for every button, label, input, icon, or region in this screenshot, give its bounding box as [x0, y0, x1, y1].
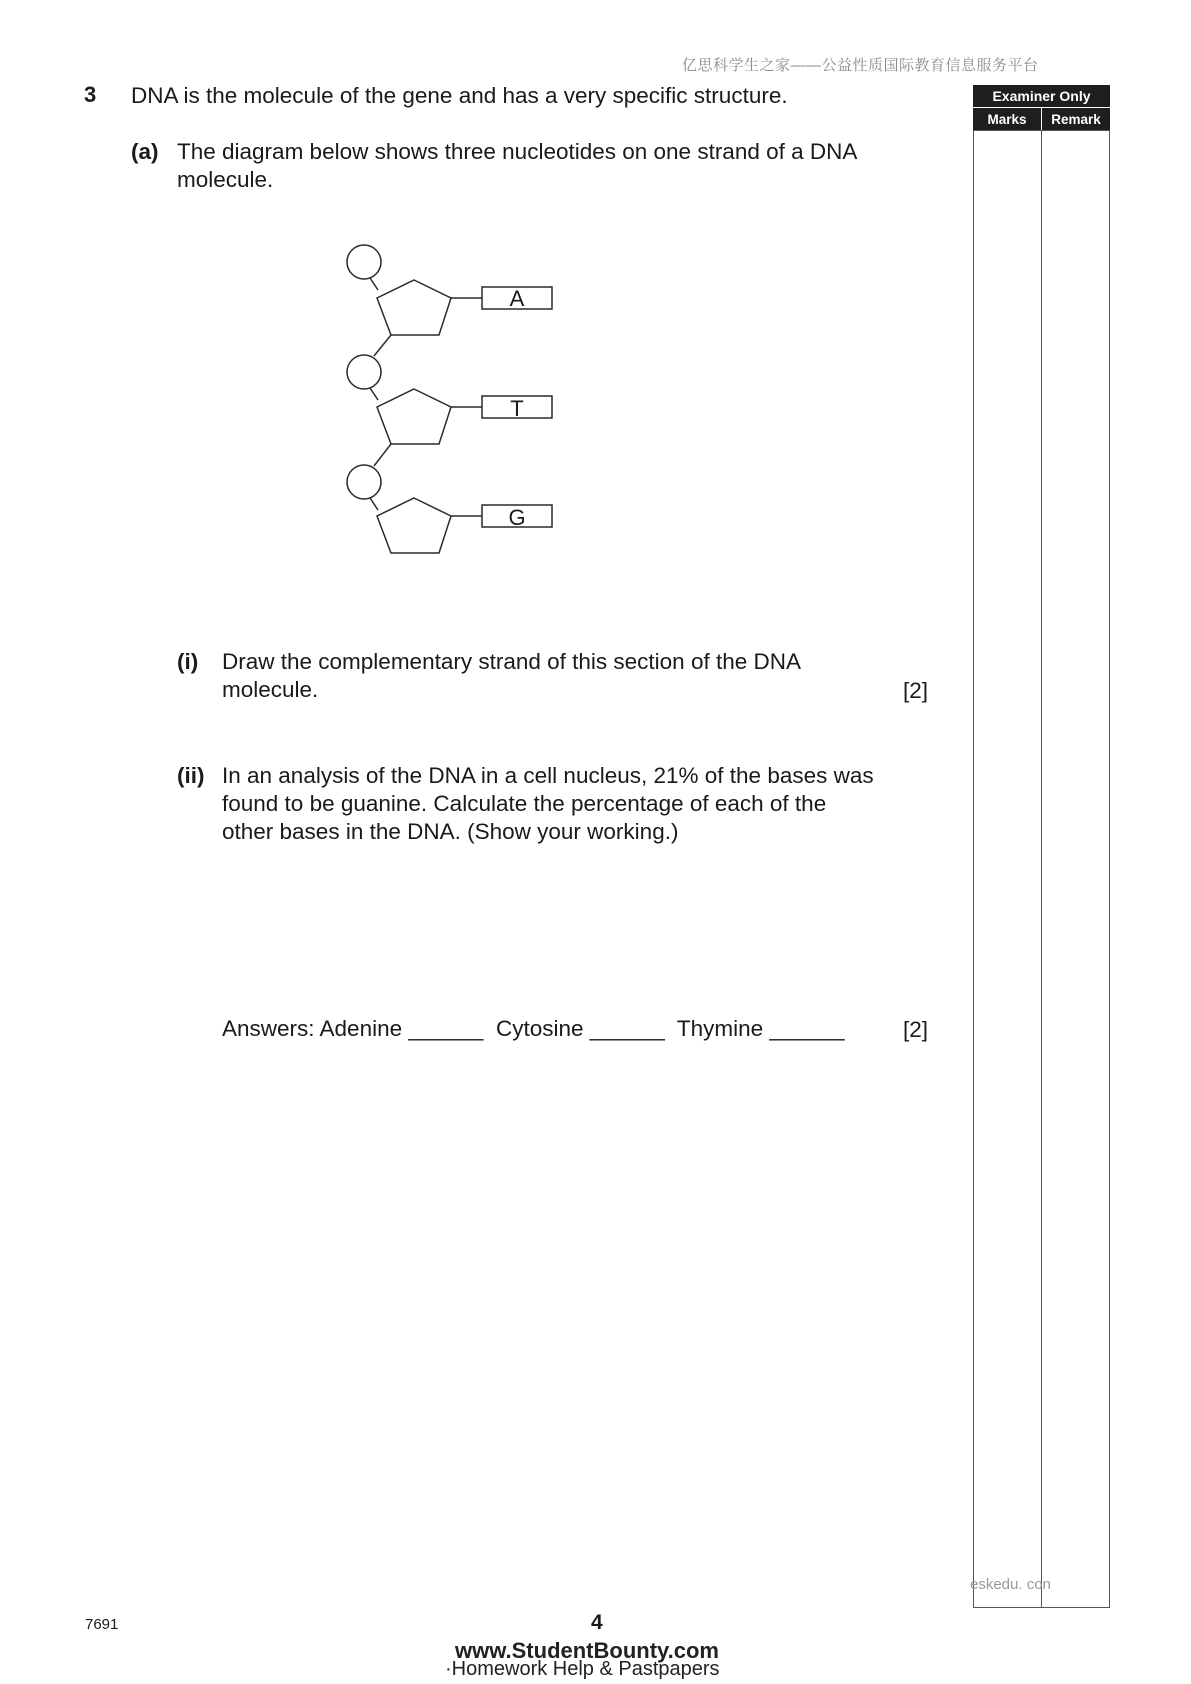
question-stem: DNA is the molecule of the gene and has a very specific structure. [131, 83, 788, 108]
examiner-only-header: Examiner Only [973, 85, 1110, 107]
part-a-line1: The diagram below shows three nucleotides on one strand of a DNA [177, 139, 858, 164]
part-i-marks: [2] [903, 678, 929, 703]
part-ii-line2: found to be guanine. Calculate the percentage of each of the [222, 791, 827, 816]
question-number: 3 [84, 82, 97, 107]
part-ii-marks: [2] [903, 1017, 929, 1042]
page-number: 4 [591, 1611, 603, 1634]
sugar-pentagon-3 [377, 498, 451, 553]
marks-column-header: Marks [973, 108, 1041, 130]
phosphate-circle-2 [347, 355, 381, 389]
remark-column-header: Remark [1042, 108, 1110, 130]
base-label-1: A [509, 286, 525, 311]
part-i-line1: Draw the complementary strand of this section of the DNA [222, 649, 802, 674]
part-i-line2: molecule. [222, 677, 319, 702]
part-a-label: (a) [131, 139, 159, 164]
part-ii-label: (ii) [177, 763, 205, 788]
part-ii-line3: other bases in the DNA. (Show your working.) [222, 819, 679, 844]
corner-watermark: eskedu. con [970, 1576, 1051, 1593]
paper-code: 7691 [85, 1616, 119, 1633]
sugar-pentagon-2 [377, 389, 451, 444]
base-label-2: T [510, 396, 524, 421]
header-watermark: 亿思科学生之家——公益性质国际教育信息服务平台 [682, 57, 1039, 74]
site-tagline: ·Homework Help & Pastpapers [445, 1658, 720, 1680]
base-label-3: G [508, 505, 526, 530]
answers-line: Answers: Adenine ______ Cytosine ______ Thymine ______ [222, 1016, 845, 1041]
sugar-pentagon-1 [377, 280, 451, 335]
part-ii-line1: In an analysis of the DNA in a cell nucleus, 21% of the bases was [222, 763, 874, 788]
part-a-line2: molecule. [177, 167, 274, 192]
site-url-logo: www.StudentBounty.com [455, 1638, 719, 1663]
part-i-label: (i) [177, 649, 199, 674]
phosphate-circle-1 [347, 245, 381, 279]
phosphate-circle-3 [347, 465, 381, 499]
